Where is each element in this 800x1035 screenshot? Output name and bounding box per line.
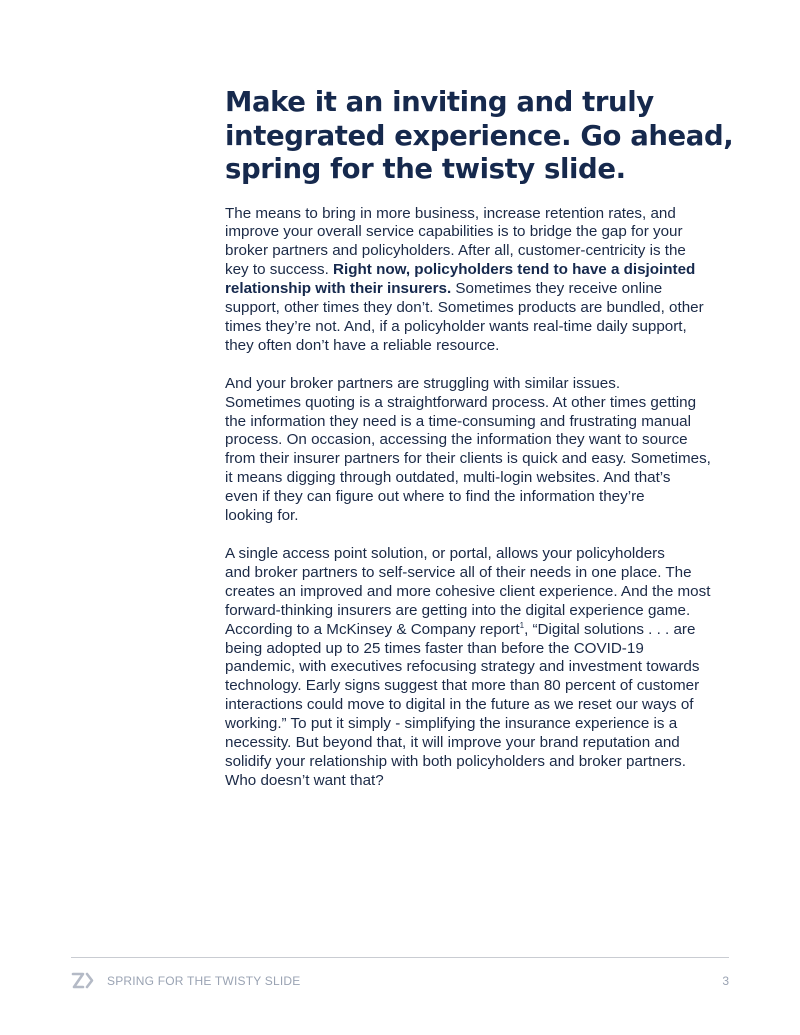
- text-line: technology. Early signs suggest that more than 80 percent of customer: [225, 677, 700, 695]
- text-line: The means to bring in more business, increase retention rates, and: [225, 204, 676, 222]
- article: [225, 86, 734, 810]
- text-line: process. On occasion, accessing the information they want to source: [225, 431, 688, 449]
- text-run: key to success.: [225, 261, 334, 279]
- page-headline: [225, 86, 734, 187]
- text-line: A single access point solution, or portal, allows your policyholders: [225, 545, 665, 562]
- text-line: Who doesn’t want that?: [225, 771, 384, 789]
- text-line: And your broker partners are struggling with similar issues.: [225, 374, 621, 392]
- body-paragraph-2: [225, 375, 725, 526]
- footnote-marker: 1: [519, 620, 525, 630]
- text-line: [225, 261, 725, 280]
- text-line: interactions could move to digital in the future as we reset our ways of: [225, 696, 694, 714]
- text-line: even if they can figure out where to find the information they’re: [225, 488, 645, 506]
- headline-line: spring for the twisty slide.: [225, 153, 626, 185]
- text-line: broker partners and policyholders. After all, customer-centricity is the: [225, 242, 686, 260]
- text-line: [225, 621, 725, 640]
- text-line: being adopted up to 25 times faster than before the COVID-19: [225, 639, 644, 657]
- text-line: forward-thinking insurers are getting into the digital experience game.: [225, 601, 691, 619]
- text-line: necessity. But beyond that, it will improve your brand reputation and: [225, 734, 680, 752]
- text-line: Sometimes quoting is a straightforward process. At other times getting: [225, 393, 697, 411]
- text-line: solidify your relationship with both policyholders and broker partners.: [225, 752, 686, 770]
- text-line: creates an improved and more cohesive client experience. And the most: [225, 582, 711, 600]
- headline-line: integrated experience. Go ahead,: [225, 119, 734, 152]
- text-line: and broker partners to self-service all of their needs in one place. The: [225, 563, 692, 581]
- text-line: improve your overall service capabilities is to bridge the gap for your: [225, 223, 683, 241]
- footer-divider: [71, 957, 729, 958]
- body-paragraph-1: [225, 205, 725, 356]
- text-line: it means digging through outdated, multi-login websites. And that’s: [225, 469, 671, 487]
- text-line: the information they need is a time-consuming and frustrating manual: [225, 412, 691, 430]
- emphasis-text: Right now, policyholders tend to have a disjointed: [333, 261, 696, 279]
- text-run: Sometimes they receive online: [451, 280, 663, 298]
- text-line: pandemic, with executives refocusing strategy and investment towards: [225, 658, 700, 676]
- headline-line: Make it an inviting and truly: [225, 86, 654, 118]
- page-number: 3: [722, 974, 729, 988]
- text-line: support, other times they don’t. Sometimes products are bundled, other: [225, 299, 704, 317]
- text-line: from their insurer partners for their clients is quick and easy. Sometimes,: [225, 450, 711, 468]
- text-run: , “Digital solutions . . . are: [524, 620, 696, 638]
- text-run: According to a McKinsey & Company report: [225, 620, 520, 638]
- text-line: times they’re not. And, if a policyholder wants real-time daily support,: [225, 317, 687, 335]
- emphasis-text: relationship with their insurers.: [225, 280, 452, 298]
- z-brand-logo-icon: [71, 971, 95, 991]
- text-line: working.” To put it simply - simplifying the insurance experience is a: [225, 715, 678, 733]
- text-line: they often don’t have a reliable resource.: [225, 336, 500, 354]
- body-paragraph-3: [225, 545, 725, 791]
- footer-document-title: SPRING FOR THE TWISTY SLIDE: [107, 974, 301, 988]
- text-line: [225, 280, 725, 299]
- page-footer: [71, 970, 729, 992]
- text-line: looking for.: [225, 507, 299, 525]
